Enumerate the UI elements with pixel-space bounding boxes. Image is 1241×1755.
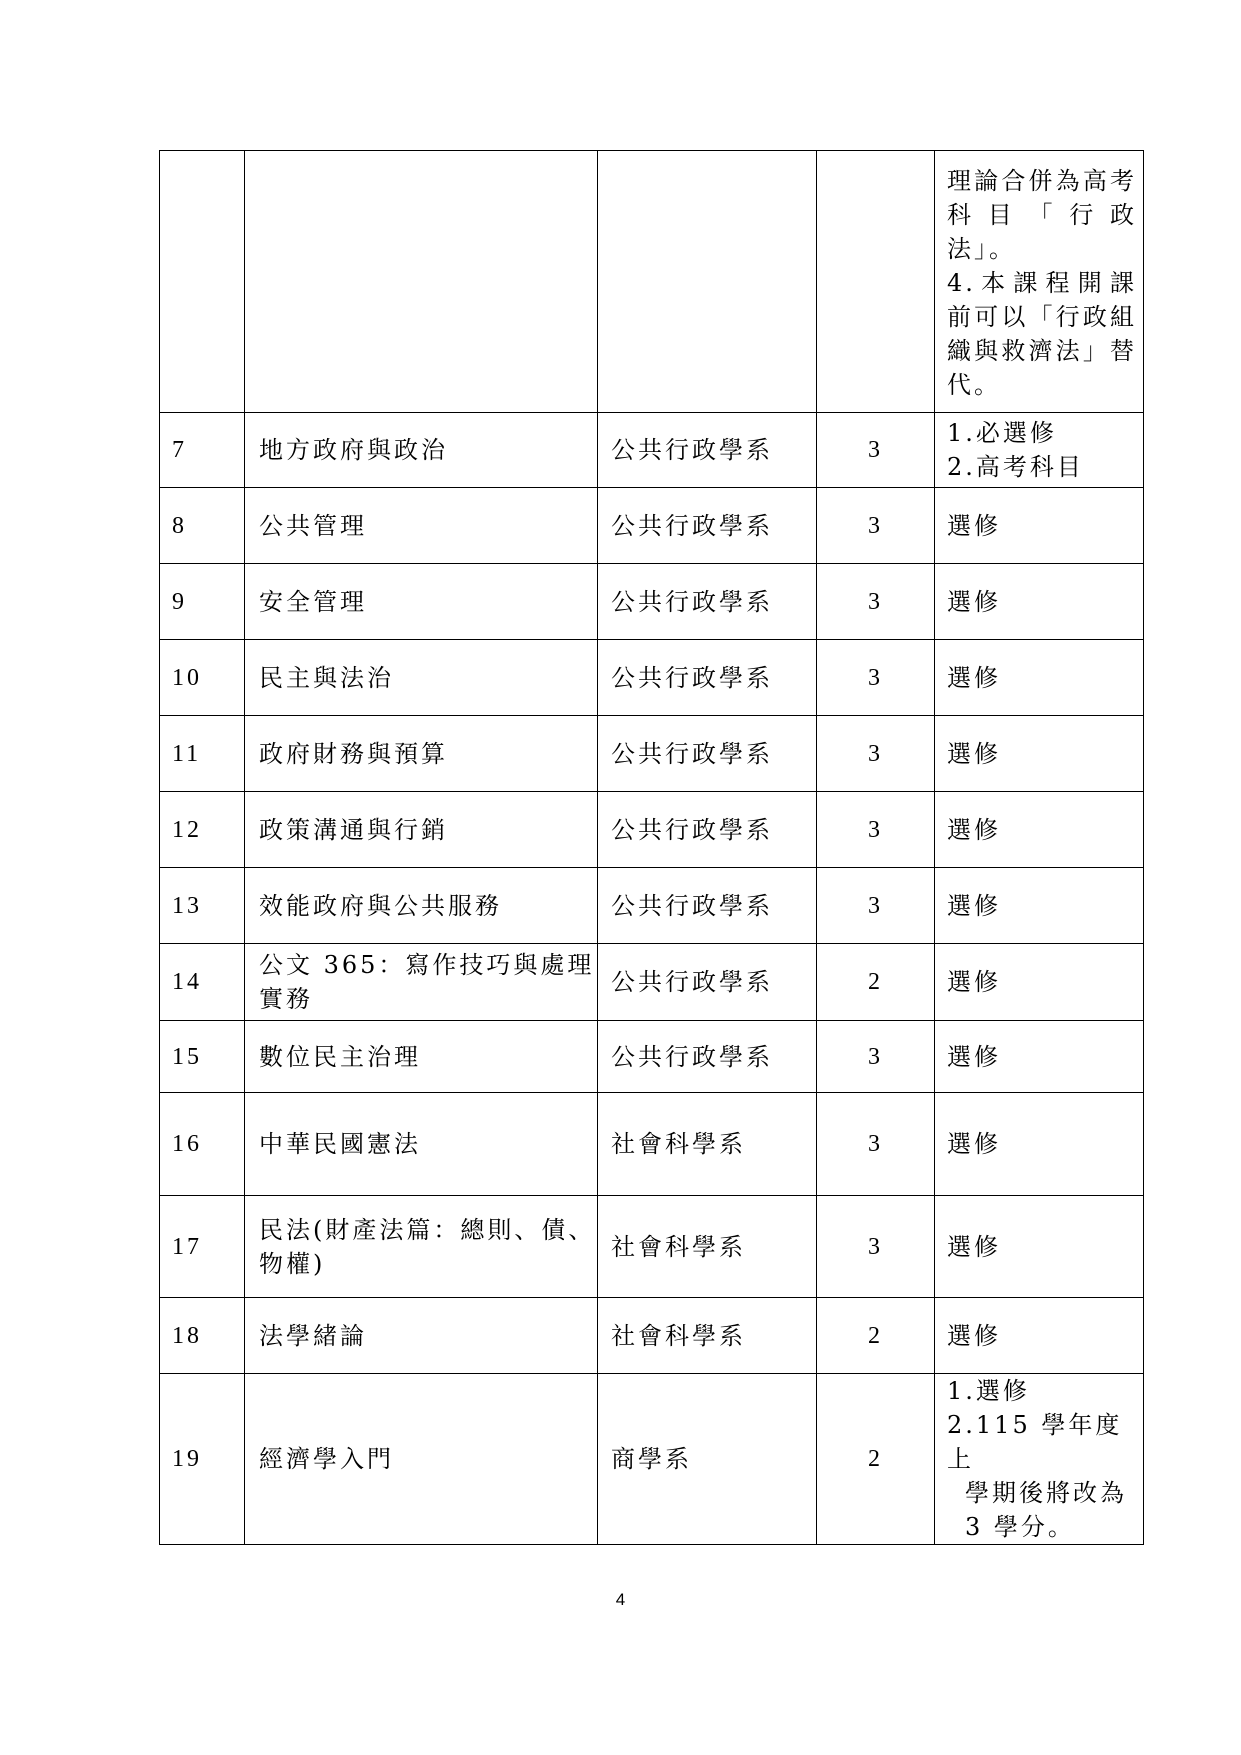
note-line: 學期後將改為 bbox=[965, 1479, 1127, 1507]
note-line: 選修 bbox=[947, 891, 1001, 920]
note-line: 選修 bbox=[947, 511, 1001, 540]
cell-course-name: 公文 365：寫作技巧與處理實務 bbox=[245, 944, 598, 1021]
cell-course-name: 中華民國憲法 bbox=[245, 1093, 598, 1196]
cell-department: 社會科學系 bbox=[598, 1093, 817, 1196]
table-row bbox=[160, 413, 1144, 488]
note-line: 1.必選修 bbox=[947, 419, 1057, 447]
note-line: 選修 bbox=[947, 1321, 1001, 1350]
cell-note bbox=[935, 1093, 1144, 1196]
cell-number: 14 bbox=[160, 944, 245, 1021]
cell-credit: 3 bbox=[817, 564, 935, 640]
cell-note bbox=[935, 1021, 1144, 1093]
cell-credit: 3 bbox=[817, 716, 935, 792]
cell-course-name: 效能政府與公共服務 bbox=[245, 868, 598, 944]
table-row bbox=[160, 792, 1144, 868]
cell-course-name: 經濟學入門 bbox=[245, 1374, 598, 1545]
cell-note bbox=[935, 792, 1144, 868]
note-line: 選修 bbox=[947, 815, 1001, 844]
cell-number bbox=[160, 151, 245, 413]
table-row bbox=[160, 716, 1144, 792]
cell-course-name: 政策溝通與行銷 bbox=[245, 792, 598, 868]
note-line: 2.高考科目 bbox=[947, 453, 1084, 481]
cell-department: 公共行政學系 bbox=[598, 868, 817, 944]
cell-credit: 3 bbox=[817, 868, 935, 944]
cell-number: 11 bbox=[160, 716, 245, 792]
note-line: 理論合併為高考科目「行政法」。 bbox=[947, 166, 1137, 263]
cell-note bbox=[935, 488, 1144, 564]
cell-credit: 3 bbox=[817, 640, 935, 716]
cell-department: 公共行政學系 bbox=[598, 792, 817, 868]
table-row bbox=[160, 1093, 1144, 1196]
cell-credit: 3 bbox=[817, 792, 935, 868]
table-row bbox=[160, 1374, 1144, 1545]
cell-number: 17 bbox=[160, 1196, 245, 1298]
table-row bbox=[160, 868, 1144, 944]
cell-note bbox=[935, 564, 1144, 640]
cell-course-name: 地方政府與政治 bbox=[245, 413, 598, 488]
cell-credit: 2 bbox=[817, 944, 935, 1021]
cell-department: 公共行政學系 bbox=[598, 413, 817, 488]
cell-course-name: 民法(財產法篇：總則、債、物權) bbox=[245, 1196, 598, 1298]
cell-number: 18 bbox=[160, 1298, 245, 1374]
cell-department: 公共行政學系 bbox=[598, 564, 817, 640]
cell-department: 商學系 bbox=[598, 1374, 817, 1545]
cell-course-name: 民主與法治 bbox=[245, 640, 598, 716]
cell-course-name bbox=[245, 151, 598, 413]
cell-number: 9 bbox=[160, 564, 245, 640]
cell-credit: 3 bbox=[817, 488, 935, 564]
cell-credit: 2 bbox=[817, 1298, 935, 1374]
page-number: 4 bbox=[615, 1590, 626, 1609]
note-line: 選修 bbox=[947, 1232, 1001, 1261]
cell-number: 7 bbox=[160, 413, 245, 488]
cell-department: 公共行政學系 bbox=[598, 716, 817, 792]
note-line: 3 學分。 bbox=[965, 1513, 1075, 1541]
cell-department: 公共行政學系 bbox=[598, 640, 817, 716]
course-table bbox=[159, 150, 1144, 1545]
cell-course-name: 數位民主治理 bbox=[245, 1021, 598, 1093]
table-row bbox=[160, 944, 1144, 1021]
table-row bbox=[160, 640, 1144, 716]
note-line: 1.選修 bbox=[947, 1377, 1030, 1405]
cell-credit bbox=[817, 151, 935, 413]
cell-note bbox=[935, 413, 1144, 488]
table-row bbox=[160, 1196, 1144, 1298]
cell-note bbox=[935, 944, 1144, 1021]
note-line: 選修 bbox=[947, 663, 1001, 692]
note-line: 選修 bbox=[947, 1130, 1001, 1158]
table-row bbox=[160, 564, 1144, 640]
cell-note bbox=[935, 716, 1144, 792]
table-row-continued bbox=[160, 151, 1144, 413]
cell-number: 8 bbox=[160, 488, 245, 564]
cell-credit: 2 bbox=[817, 1374, 935, 1545]
cell-note bbox=[935, 1374, 1144, 1545]
cell-department: 社會科學系 bbox=[598, 1298, 817, 1374]
cell-course-name: 法學緒論 bbox=[245, 1298, 598, 1374]
cell-note bbox=[935, 868, 1144, 944]
cell-course-name: 公共管理 bbox=[245, 488, 598, 564]
table-row bbox=[160, 1298, 1144, 1374]
cell-course-name: 政府財務與預算 bbox=[245, 716, 598, 792]
cell-note bbox=[935, 151, 1144, 413]
cell-number: 16 bbox=[160, 1093, 245, 1196]
cell-note bbox=[935, 1196, 1144, 1298]
cell-department: 社會科學系 bbox=[598, 1196, 817, 1298]
cell-note bbox=[935, 640, 1144, 716]
note-line: 4.本課程開課前可以「行政組織與救濟法」替代。 bbox=[947, 268, 1137, 399]
cell-credit: 3 bbox=[817, 1196, 935, 1298]
table-row bbox=[160, 1021, 1144, 1093]
table-row bbox=[160, 488, 1144, 564]
cell-department: 公共行政學系 bbox=[598, 488, 817, 564]
note-line: 選修 bbox=[947, 587, 1001, 616]
cell-number: 12 bbox=[160, 792, 245, 868]
cell-number: 13 bbox=[160, 868, 245, 944]
cell-number: 19 bbox=[160, 1374, 245, 1545]
cell-credit: 3 bbox=[817, 413, 935, 488]
cell-credit: 3 bbox=[817, 1021, 935, 1093]
cell-number: 15 bbox=[160, 1021, 245, 1093]
cell-note bbox=[935, 1298, 1144, 1374]
note-line: 選修 bbox=[947, 968, 1001, 996]
cell-course-name: 安全管理 bbox=[245, 564, 598, 640]
note-line: 選修 bbox=[947, 1042, 1001, 1071]
note-line: 選修 bbox=[947, 739, 1001, 768]
cell-department bbox=[598, 151, 817, 413]
cell-number: 10 bbox=[160, 640, 245, 716]
cell-department: 公共行政學系 bbox=[598, 1021, 817, 1093]
cell-credit: 3 bbox=[817, 1093, 935, 1196]
cell-department: 公共行政學系 bbox=[598, 944, 817, 1021]
note-line: 2.115 學年度上 bbox=[947, 1411, 1123, 1473]
